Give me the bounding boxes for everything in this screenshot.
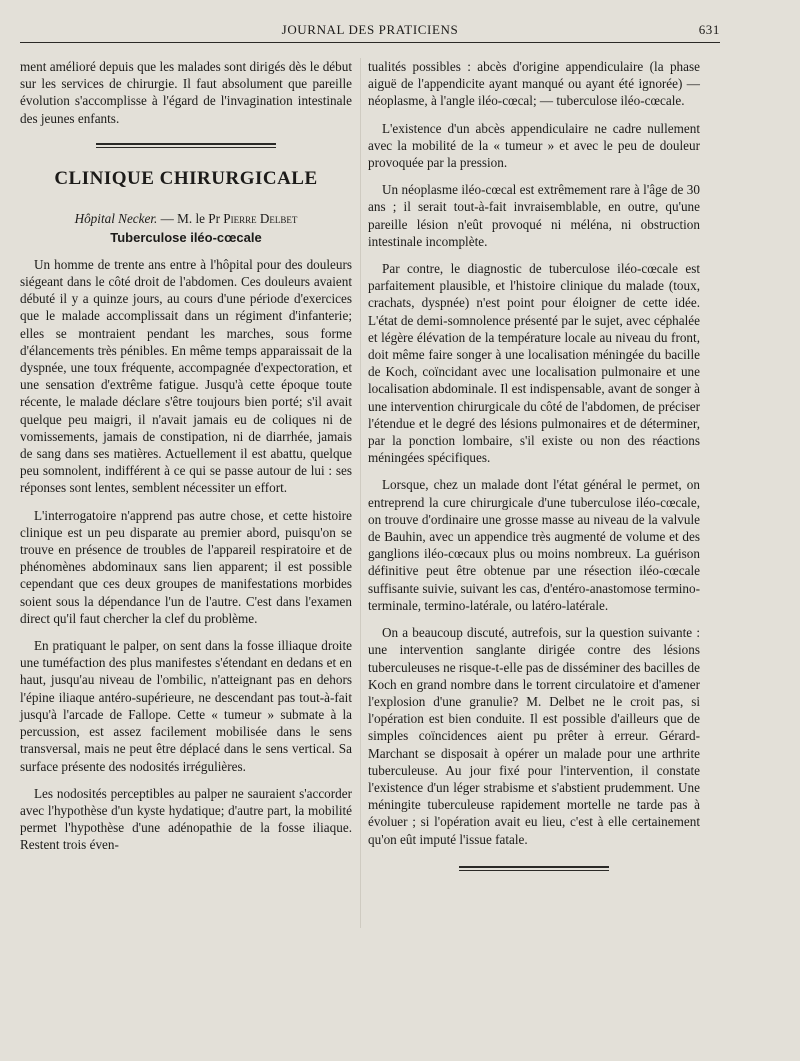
hospital-separator: — M. le Pr — [157, 210, 224, 226]
page-number: 631 — [698, 22, 720, 37]
page-header — [20, 22, 720, 42]
body-paragraph: Par contre, le diagnostic de tuberculose iléo-cœcale est parfaitement plausible, et l'histoire clinique du malade (toux, crachats, dyspnée) n'est point pour éloigner de cette idée. L'état de demi-somnolence présenté par le sujet, avec céphalée et légère élévation de la température locale au niveau du front, doit même faire songer à une localisation méningée du bacille de Koch, coïncidant avec une localisation pulmonaire et une localisation abdominale. Il est indispensable, avant de songer à une intervention chirurgicale du côté de l'abdomen, de préciser l'étendue et le degré des lésions pulmonaires et de déterminer, par la ponction lombaire, s'il existe ou non des réactions méningées spécifiques. — [368, 261, 700, 466]
right-column — [368, 58, 700, 1048]
carryover-paragraph: ment amélioré depuis que les malades sont dirigés dès le début sur les services de chirurgie. Il faut absolument que pareille évolution s'accomplisse à l'égard de l'invagination intestinale des jeunes enfants. — [20, 59, 352, 126]
article-subtitle: Tuberculose iléo-cœcale — [110, 229, 262, 245]
journal-title: JOURNAL DES PRATICIENS — [281, 22, 459, 37]
body-paragraph: L'existence d'un abcès appendiculaire ne cadre nullement avec la mobilité de la « tumeur » et avec le peu de douleur provoquée par la pression. — [368, 120, 700, 171]
article-end-rule — [459, 866, 609, 871]
carryover-paragraph: tualités possibles : abcès d'origine appendiculaire (la phase aiguë de l'appendicite ayant manqué ou ayant été ignorée) — néoplasme, à l'angle iléo-cœcal; — tuberculose iléo-cœcale. — [368, 59, 700, 109]
left-column — [20, 58, 352, 1048]
hospital-author: Pierre Delbet — [223, 210, 298, 226]
section-title: CLINIQUE CHIRURGICALE — [54, 167, 318, 189]
body-paragraph: On a beaucoup discuté, autrefois, sur la question suivante : une intervention sanglante dirigée contre des lésions tuberculeuses ne risque-t-elle pas de disséminer des bacilles de Koch en grand nombre dans le torrent circulatoire et d'amener l'explosion d'une granulie? M. Delbet ne le croit pas, si l'opération est bien conduite. Il est possible d'ailleurs que de simples coïncidences aient pu prêter à erreur. Gérard-Marchant se disposait à opérer un malade pour une arthrite tuberculeuse. Au jour fixé pour l'intervention, il constate l'existence d'un léger strabisme et s'abstient prudemment. Une méningite tuberculeuse rapidement mortelle ne tarde pas à évoluer ; si l'opération avait eu lieu, c'est à elle certainement qu'on eût imputé l'issue fatale. — [368, 625, 700, 847]
hospital-attribution — [20, 210, 352, 227]
body-paragraph: Les nodosités perceptibles au palper ne sauraient s'accorder avec l'hypothèse d'un kyste hydatique; d'autre part, la mobilité permet l'hypothèse d'une adénopathie de la fosse iliaque. Restent trois éven- — [20, 785, 352, 853]
body-paragraph: Un homme de trente ans entre à l'hôpital pour des douleurs siégeant dans le côté droit de l'abdomen. Ces douleurs avaient débuté il y a quinze jours, au cours d'une période d'exercices que le malade accomplissait dans un régiment d'infanterie; elles se montraient pendant les marches, sous forme d'élancements très pénibles. En même temps apparaissait de la dyspnée, une toux fréquente, accompagnée d'expectoration, et une sensation d'extrême fatigue. Jusqu'à cette époque toute récente, le malade déclare s'être toujours bien porté; s'il avait quelque peu maigri, il n'avait jamais eu de coliques ni de vomissements, jamais de constipation, ni de diarrhée, jamais de sang dans ses matières. Actuellement il est abattu, quelque peu somnolent, indifférent à ce qui se passe autour de lui : ses réponses sont lentes, semblent nécessiter un effort. — [20, 256, 352, 496]
hospital-place: Hôpital Necker. — [74, 210, 158, 226]
body-paragraph: L'interrogatoire n'apprend pas autre chose, et cette histoire clinique est un peu disparate au premier abord, puisqu'on se trouve en présence de troubles de l'appareil respiratoire et de phénomènes abdominaux sans lien apparent; il est possible cependant que ces deux groupes de manifestations morbides soient sous la dépendance l'un de l'autre. C'est dans l'examen direct qu'il faut chercher la clef du problème. — [20, 507, 352, 626]
column-divider — [360, 58, 361, 928]
body-paragraph: Lorsque, chez un malade dont l'état général le permet, on entreprend la cure chirurgicale d'une tuberculose iléo-cœcale, on trouve d'ordinaire une grosse masse au niveau de la valvule de Bauhin, avec un appendice très augmenté de volume et des ganglions iléo-cœcaux plus ou moins nombreux. La guérison définitive peut être obtenue par une résection iléo-cœcale suffisante suivie, suivant les cas, d'entéro-anastomose termino-terminale, termino-latérale, ou latéro-latérale. — [368, 477, 700, 613]
section-divider — [96, 143, 276, 148]
body-paragraph: Un néoplasme iléo-cœcal est extrêmement rare à l'âge de 30 ans ; il serait tout-à-fait invraisemblable, en outre, qu'une pareille lésion n'eût provoqué ni méléna, ni obstruction intestinale incomplète. — [368, 182, 700, 249]
body-paragraph: En pratiquant le palper, on sent dans la fosse illiaque droite une tuméfaction des plus manifestes s'étendant en dedans et en haut, jusqu'au niveau de l'ombilic, n'atteignant pas en dehors l'épine iliaque antéro-supérieure, ne descendant pas tout-à-fait jusqu'à l'arcade de Fallope. Cette « tumeur » submate à la percussion, est assez facilement mobilisée dans le sens transversal, mais ne peut être déplacé dans le sens vertical. Sa surface présente des nodosités irrégulières. — [20, 638, 352, 774]
header-rule — [20, 42, 720, 43]
